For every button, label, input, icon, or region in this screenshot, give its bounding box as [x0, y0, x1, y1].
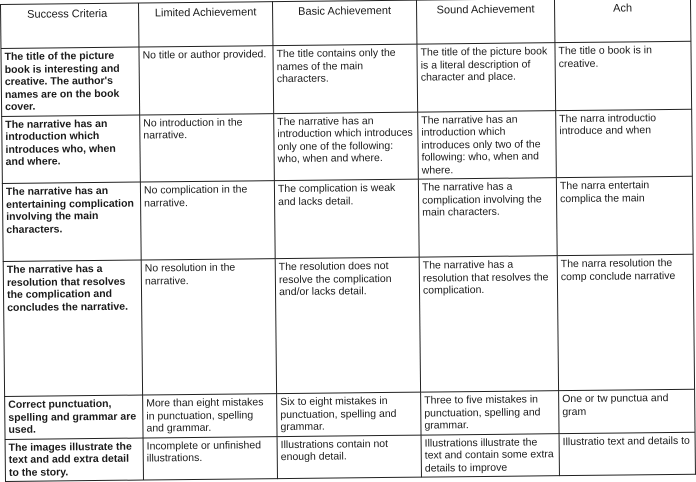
table-row — [5, 389, 695, 439]
high-cell: The title o book is in creative. — [555, 41, 692, 110]
basic-cell: The title contains only the names of the main characters. — [273, 44, 418, 113]
limited-cell: No resolution in the narrative. — [141, 259, 276, 395]
basic-cell: Illustrations contain not enough detail. — [277, 435, 421, 479]
header-success-criteria: Success Criteria — [1, 3, 139, 48]
high-cell: The narra entertain complica the main — [556, 176, 693, 255]
sound-cell: The narrative has a resolution that resolves the complication. — [419, 256, 558, 392]
criterion-cell: The narrative has an introduction which introduces who, when and where. — [2, 115, 141, 184]
header-row — [1, 0, 691, 48]
basic-cell: Six to eight mistakes in punctuation, spelling and grammar. — [277, 392, 421, 436]
basic-cell: The narrative has an introduction which introduces only one of the following: who, when and where. — [274, 112, 419, 181]
sound-cell: The title of the picture book is a literal description of character and place. — [417, 43, 556, 112]
high-cell: One or tw punctua and gram — [559, 389, 695, 433]
table-row — [3, 254, 694, 396]
table-row — [2, 109, 693, 184]
limited-cell: More than eight mistakes in punctuation, spelling and grammar. — [143, 394, 277, 438]
high-cell: Illustratio text and details to — [559, 432, 695, 476]
sound-cell: The narrative has an introduction which introduces only two of the following: who, when and where. — [418, 110, 557, 179]
criterion-cell: The narrative has a resolution that resolves the complication and concludes the narrative. — [3, 260, 142, 396]
table-row — [5, 432, 695, 482]
basic-cell: The resolution does not resolve the complication and/or lacks detail. — [275, 257, 420, 394]
criterion-cell: Correct punctuation, spelling and grammar are used. — [5, 395, 143, 439]
header-high-achievement: Ach — [554, 0, 690, 43]
sound-cell: The narrative has a complication involving the main characters. — [418, 178, 557, 257]
header-basic-achievement: Basic Achievement — [272, 0, 416, 46]
table-row — [2, 176, 693, 261]
criterion-cell: The images illustrate the text and add extra detail to the story. — [5, 438, 143, 482]
sound-cell: Illustrations illustrate the text and contain some extra details to improve — [421, 433, 559, 477]
criterion-cell: The title of the picture book is interesting and creative. The author's names are on the book cover. — [1, 47, 140, 116]
high-cell: The narra introductio introduce and when — [556, 109, 693, 178]
header-sound-achievement: Sound Achievement — [416, 0, 554, 44]
table-row — [1, 41, 692, 116]
limited-cell: No introduction in the narrative. — [140, 113, 275, 182]
sound-cell: Three to five mistakes in punctuation, spelling and grammar. — [421, 391, 559, 435]
basic-cell: The complication is weak and lacks detail. — [274, 179, 419, 259]
limited-cell: Incomplete or unfinished illustrations. — [143, 436, 277, 480]
header-limited-achievement: Limited Achievement — [138, 2, 272, 47]
criterion-cell: The narrative has an entertaining complication involving the main characters. — [2, 182, 141, 261]
high-cell: The narra resolution the comp conclude narrative — [557, 254, 694, 390]
limited-cell: No title or author provided. — [139, 46, 274, 115]
limited-cell: No complication in the narrative. — [140, 181, 275, 260]
